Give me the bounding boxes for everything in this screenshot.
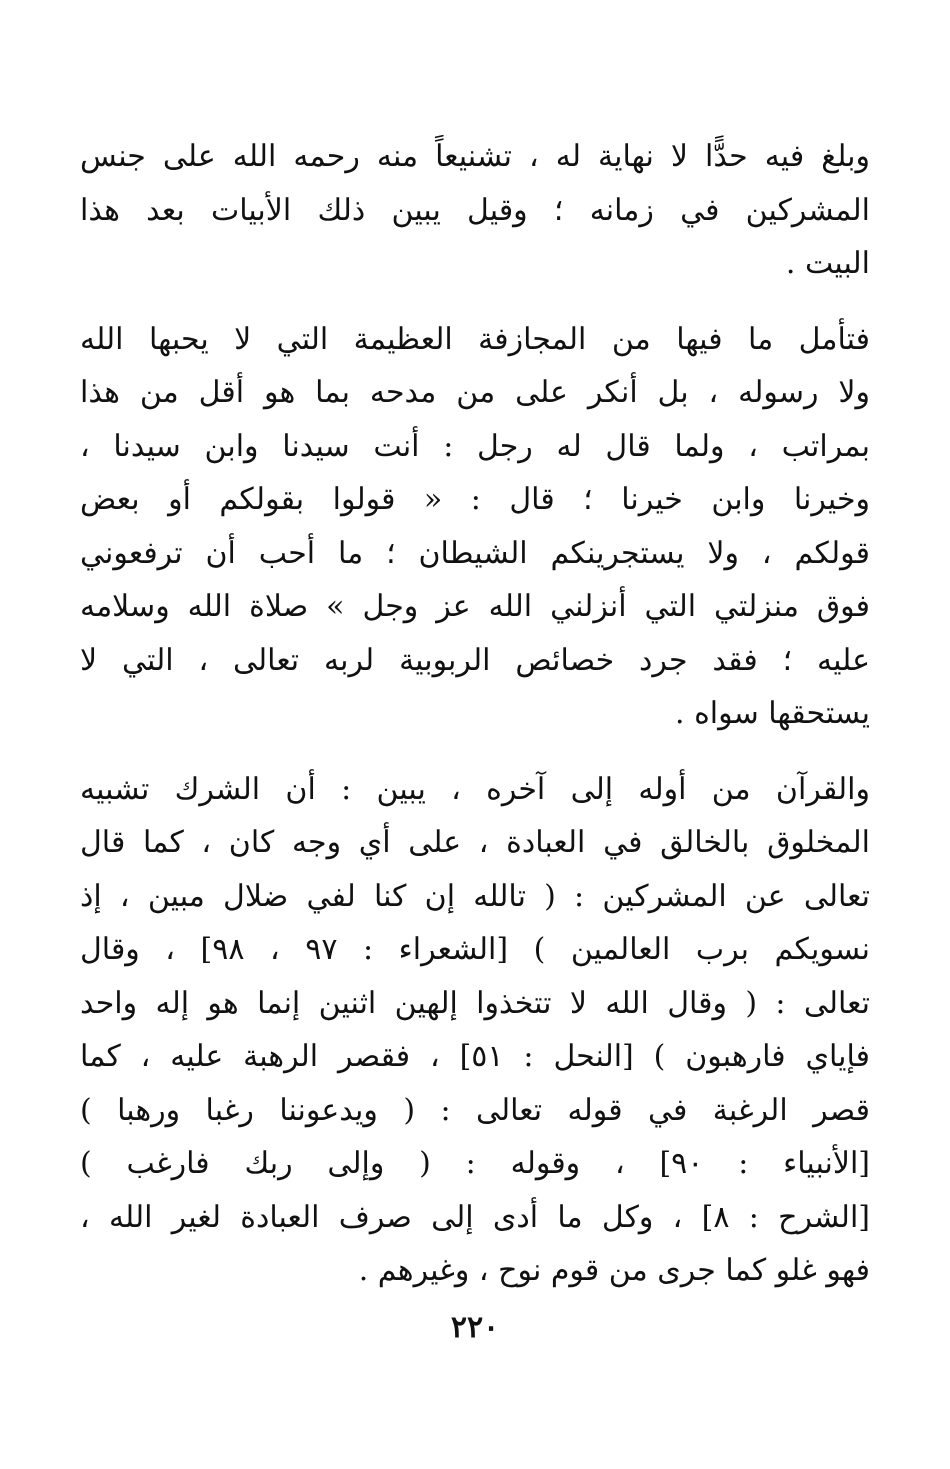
body-text [80, 130, 870, 1320]
text-line: يستحقها سواه . [675, 696, 870, 731]
text-line: بمراتب ، ولما قال له رجل : أنت سيدنا وابن سيدنا ، [80, 428, 870, 464]
text-line: [الشرح : ٨] ، وكل ما أدى إلى صرف العبادة لغير الله ، [80, 1199, 870, 1235]
text-line: فإياي فارهبون ) [النحل : ٥١] ، فقصر الرهبة عليه ، كما [80, 1039, 870, 1074]
text-line: المشركين في زمانه ؛ وقيل يبين ذلك الأبيات بعد هذا [80, 192, 870, 228]
text-line: تعالى : ( وقال الله لا تتخذوا إلهين اثنين إنما هو إله واحد [80, 985, 870, 1021]
text-line: قصر الرغبة في قوله تعالى : ( ويدعوننا رغبا ورهبا ) [80, 1092, 870, 1128]
text-line: ولا رسوله ، بل أنكر على من مدحه بما هو أقل من هذا [80, 375, 870, 410]
page-number: ٢٢٠ [450, 1310, 500, 1345]
text-line: وبلغ فيه حدًّا لا نهاية له ، تشنيعاً منه رحمه الله على جنس [80, 139, 870, 174]
text-line: عليه ؛ فقد جرد خصائص الربوبية لربه تعالى ، التي لا [80, 642, 870, 678]
text-line: نسويكم برب العالمين ) [الشعراء : ٩٧ ، ٩٨] ، وقال [80, 932, 870, 967]
text-line: فوق منزلتي التي أنزلني الله عز وجل » صلاة الله وسلامه [80, 589, 870, 624]
text-line: والقرآن من أوله إلى آخره ، يبين : أن الشرك تشبيه [80, 771, 870, 807]
paragraph-1 [80, 130, 870, 291]
text-line: فتأمل ما فيها من المجازفة العظيمة التي لا يحبها الله [80, 321, 870, 357]
text-line: البيت . [785, 246, 870, 281]
text-line: [الأنبياء : ٩٠] ، وقوله : ( وإلى ربك فارغب ) [80, 1146, 870, 1181]
text-line: قولكم ، ولا يستجرينكم الشيطان ؛ ما أحب أن ترفعوني [80, 535, 870, 571]
text-line: وخيرنا وابن خيرنا ؛ قال : « قولوا بقولكم أو بعض [80, 482, 870, 517]
paragraph-3 [80, 763, 870, 1298]
paragraph-2 [80, 313, 870, 741]
text-line: فهو غلو كما جرى من قوم نوح ، وغيرهم . [358, 1253, 870, 1288]
text-line: تعالى عن المشركين : ( تالله إن كنا لفي ضلال مبين ، إذ [80, 878, 870, 914]
text-line: المخلوق بالخالق في العبادة ، على أي وجه كان ، كما قال [80, 825, 870, 860]
